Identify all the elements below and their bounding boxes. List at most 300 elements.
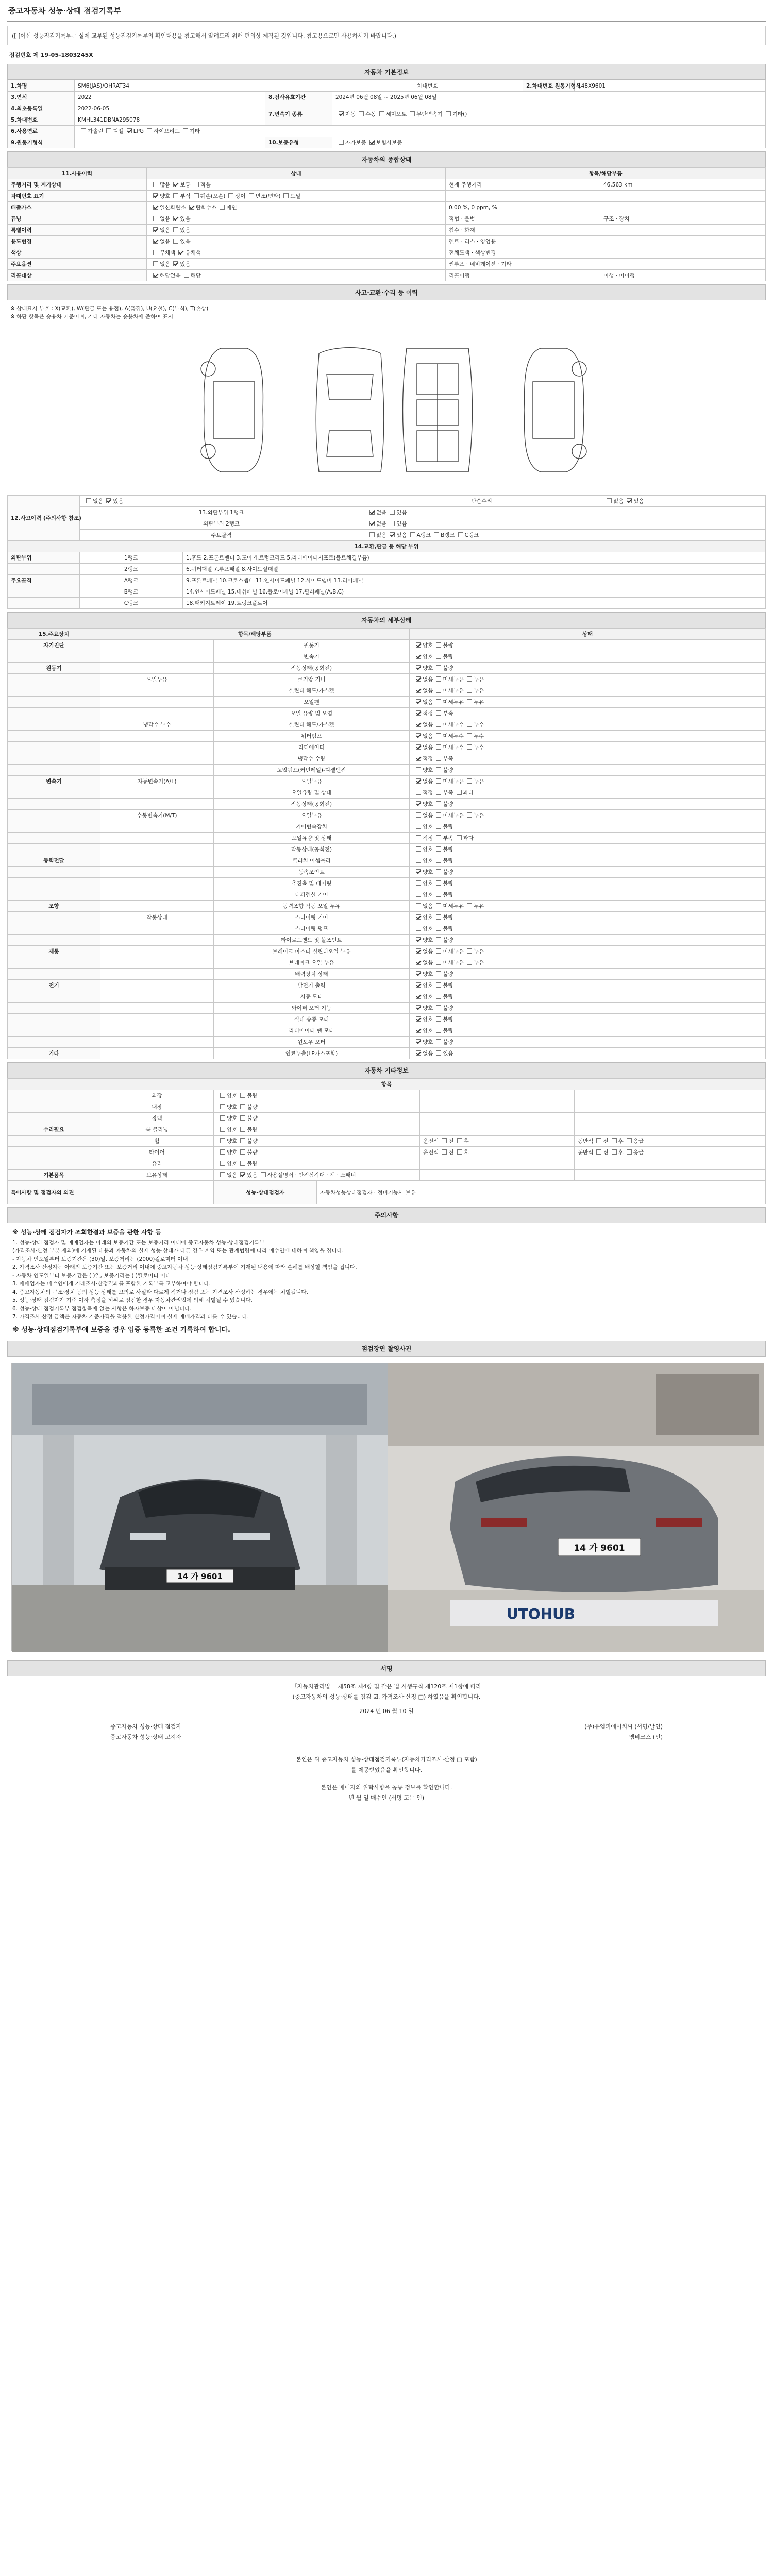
checkbox[interactable] bbox=[416, 756, 421, 761]
checkbox[interactable] bbox=[467, 960, 472, 965]
checkbox[interactable] bbox=[436, 812, 441, 818]
checkbox[interactable] bbox=[240, 1172, 245, 1177]
checkbox[interactable] bbox=[416, 676, 421, 682]
document-number bbox=[7, 45, 766, 61]
checkbox[interactable] bbox=[436, 642, 441, 648]
section-photos: 점검장면 촬영사진 bbox=[7, 1341, 766, 1357]
checkbox[interactable] bbox=[339, 140, 344, 145]
notice-line: - 자동차 인도일부터 보증기간은 ( )일, 보증거리는 ( )킬로미터 이내 bbox=[12, 1273, 171, 1279]
checkbox-label: 없음 bbox=[613, 498, 624, 504]
detail-group bbox=[8, 674, 100, 685]
checkbox[interactable] bbox=[153, 216, 158, 221]
row-options bbox=[147, 225, 446, 236]
checkbox[interactable] bbox=[436, 892, 441, 897]
checkbox[interactable] bbox=[436, 994, 441, 999]
notice-lines bbox=[12, 1239, 761, 1321]
sign-line: (중고자동차의 성능·상태를 점검 ☑, 가격조사·산정 □) 하였음을 확인합니다. bbox=[292, 1693, 481, 1700]
checkbox-label: 사용설명서 · 안전삼각대 · 잭 · 스패너 bbox=[267, 1172, 356, 1178]
extra-item: 룸 클리닝 bbox=[100, 1124, 214, 1136]
checkbox[interactable] bbox=[147, 128, 152, 133]
checkbox[interactable] bbox=[416, 790, 421, 795]
overall-row bbox=[8, 202, 766, 213]
checkbox[interactable] bbox=[189, 205, 194, 210]
checkbox[interactable] bbox=[369, 140, 375, 145]
sign-line: 「자동차관리법」 제58조 제4항 및 같은 법 시행규칙 제120조 제1항에 따라 bbox=[291, 1683, 482, 1690]
detail-item: 윈도우 모터 bbox=[214, 1037, 410, 1048]
checkbox-label: 양호 bbox=[423, 824, 433, 830]
extra-options bbox=[214, 1101, 420, 1113]
detail-options bbox=[410, 969, 766, 980]
checkbox[interactable] bbox=[627, 498, 632, 503]
checkbox[interactable] bbox=[416, 926, 421, 931]
checkbox[interactable] bbox=[627, 1138, 632, 1143]
checkbox-label: 자가보증 bbox=[345, 140, 366, 146]
checkbox[interactable] bbox=[220, 1172, 225, 1177]
checkbox[interactable] bbox=[240, 1104, 245, 1109]
checkbox[interactable] bbox=[436, 756, 441, 761]
extra-side-2 bbox=[575, 1113, 766, 1124]
checkbox[interactable] bbox=[416, 971, 421, 976]
checkbox[interactable] bbox=[436, 937, 441, 942]
label: 외판부위 2랭크 bbox=[80, 518, 363, 530]
detail-options bbox=[410, 708, 766, 719]
extra-row bbox=[8, 1090, 766, 1101]
checkbox-label: 보통 bbox=[180, 182, 191, 188]
checkbox[interactable] bbox=[436, 801, 441, 806]
detail-row bbox=[8, 651, 766, 663]
overall-table bbox=[7, 167, 766, 281]
parts-group bbox=[8, 586, 80, 598]
checkbox[interactable] bbox=[416, 846, 421, 852]
checkbox[interactable] bbox=[436, 914, 441, 920]
checkbox[interactable] bbox=[416, 688, 421, 693]
side-label: 동반석 bbox=[578, 1149, 594, 1156]
checkbox[interactable] bbox=[434, 532, 439, 537]
checkbox[interactable] bbox=[442, 1149, 447, 1155]
checkbox-label: 양호 bbox=[423, 914, 433, 921]
checkbox[interactable] bbox=[173, 182, 178, 187]
checkbox[interactable] bbox=[416, 903, 421, 908]
checkbox[interactable] bbox=[467, 722, 472, 727]
checkbox[interactable] bbox=[436, 926, 441, 931]
checkbox[interactable] bbox=[436, 1050, 441, 1056]
checkbox[interactable] bbox=[283, 193, 289, 198]
checkbox-label: 세미오토 bbox=[385, 111, 407, 117]
detail-item: 원동기 bbox=[214, 640, 410, 651]
detail-item: 작동상태(공회전) bbox=[214, 799, 410, 810]
checkbox-label: 후 bbox=[618, 1138, 624, 1144]
detail-group bbox=[8, 844, 100, 855]
checkbox[interactable] bbox=[86, 498, 91, 503]
checkbox-label: 미세누수 bbox=[443, 722, 464, 728]
detail-item: 실내 송풍 모터 bbox=[214, 1014, 410, 1025]
notice-block bbox=[7, 1223, 766, 1337]
checkbox-label: 불량 bbox=[443, 801, 453, 807]
checkbox[interactable] bbox=[416, 767, 421, 772]
checkbox[interactable] bbox=[436, 722, 441, 727]
checkbox[interactable] bbox=[607, 498, 612, 503]
detail-options bbox=[410, 765, 766, 776]
checkbox-label: 양호 bbox=[423, 869, 433, 875]
checkbox[interactable] bbox=[416, 722, 421, 727]
checkbox[interactable] bbox=[359, 111, 364, 116]
detail-subgroup bbox=[100, 685, 214, 697]
checkbox[interactable] bbox=[467, 733, 472, 738]
checkbox[interactable] bbox=[127, 128, 132, 133]
inspection-photo-rear bbox=[388, 1363, 764, 1651]
detail-row bbox=[8, 1014, 766, 1025]
checkbox[interactable] bbox=[220, 1104, 225, 1109]
checkbox[interactable] bbox=[442, 1138, 447, 1143]
checkbox[interactable] bbox=[390, 521, 395, 526]
checkbox[interactable] bbox=[436, 688, 441, 693]
checkbox[interactable] bbox=[416, 665, 421, 670]
checkbox[interactable] bbox=[436, 835, 441, 840]
detail-options bbox=[410, 957, 766, 969]
checkbox-label: 가솔린 bbox=[88, 128, 104, 134]
checkbox[interactable] bbox=[436, 699, 441, 704]
checkbox[interactable] bbox=[416, 960, 421, 965]
checkbox[interactable] bbox=[467, 778, 472, 784]
checkbox[interactable] bbox=[416, 733, 421, 738]
extra-options bbox=[214, 1113, 420, 1124]
extra-side-1 bbox=[420, 1170, 575, 1181]
checkbox[interactable] bbox=[153, 273, 158, 278]
checkbox-label: 누유 bbox=[473, 812, 484, 819]
notice-line: 3. 매매업자는 매수인에게 거래조사·산정결과를 포함한 기록부를 교부하여야 합니다. bbox=[12, 1281, 211, 1287]
checkbox[interactable] bbox=[467, 699, 472, 704]
extra-row bbox=[8, 1101, 766, 1113]
detail-item: 오일유량 및 상태 bbox=[214, 787, 410, 799]
checkbox[interactable] bbox=[240, 1093, 245, 1098]
checkbox[interactable] bbox=[436, 903, 441, 908]
checkbox[interactable] bbox=[153, 193, 158, 198]
checkbox[interactable] bbox=[379, 111, 384, 116]
checkbox-label: 불량 bbox=[247, 1138, 258, 1144]
checkbox-label: 후 bbox=[618, 1149, 624, 1156]
checkbox[interactable] bbox=[194, 182, 199, 187]
checkbox-label: 누유 bbox=[473, 699, 484, 705]
detail-item: 스티어링 펌프 bbox=[214, 923, 410, 935]
detail-options bbox=[410, 697, 766, 708]
detail-item: 배력장치 상태 bbox=[214, 969, 410, 980]
checkbox-label: 훼손(오손) bbox=[200, 193, 226, 199]
checkbox-label: 불량 bbox=[443, 1028, 453, 1034]
checkbox[interactable] bbox=[194, 193, 199, 198]
checkbox[interactable] bbox=[240, 1115, 245, 1121]
parts-row bbox=[8, 598, 766, 609]
checkbox[interactable] bbox=[173, 261, 178, 266]
detail-subgroup bbox=[100, 980, 214, 991]
detail-item: 냉각수 수량 bbox=[214, 753, 410, 765]
section-overall: 자동차의 종합상태 bbox=[7, 151, 766, 167]
checkbox[interactable] bbox=[416, 1028, 421, 1033]
checkbox[interactable] bbox=[153, 205, 158, 210]
checkbox[interactable] bbox=[446, 111, 451, 116]
checkbox[interactable] bbox=[416, 778, 421, 784]
checkbox[interactable] bbox=[416, 744, 421, 750]
detail-group: 원동기 bbox=[8, 663, 100, 674]
checkbox[interactable] bbox=[240, 1149, 245, 1155]
checkbox[interactable] bbox=[612, 1138, 617, 1143]
checkbox[interactable] bbox=[369, 532, 375, 537]
checkbox[interactable] bbox=[436, 1028, 441, 1033]
checkbox[interactable] bbox=[416, 710, 421, 716]
checkbox[interactable] bbox=[416, 880, 421, 886]
checkbox[interactable] bbox=[220, 205, 225, 210]
checkbox[interactable] bbox=[436, 767, 441, 772]
checkbox[interactable] bbox=[153, 250, 158, 255]
checkbox-label: 양호 bbox=[227, 1138, 238, 1144]
checkbox[interactable] bbox=[390, 510, 395, 515]
detail-group bbox=[8, 957, 100, 969]
checkbox[interactable] bbox=[467, 903, 472, 908]
checkbox[interactable] bbox=[416, 1005, 421, 1010]
detail-options bbox=[410, 1014, 766, 1025]
detail-options bbox=[410, 833, 766, 844]
checkbox[interactable] bbox=[153, 227, 158, 232]
checkbox[interactable] bbox=[240, 1161, 245, 1166]
detail-options bbox=[410, 1048, 766, 1059]
checkbox[interactable] bbox=[416, 948, 421, 954]
checkbox[interactable] bbox=[416, 699, 421, 704]
checkbox[interactable] bbox=[467, 948, 472, 954]
checkbox[interactable] bbox=[596, 1138, 601, 1143]
detail-item: 오일누유 bbox=[214, 776, 410, 787]
checkbox[interactable] bbox=[106, 498, 111, 503]
signature-block bbox=[7, 1676, 766, 1831]
checkbox[interactable] bbox=[416, 812, 421, 818]
checkbox[interactable] bbox=[153, 182, 158, 187]
notice-line: (가격조사·산정 부분 제외)에 기재된 내용과 자동차의 실제 성능·상태가 다른 경우 계약 또는 관계법령에 따라 매수인에 대하여 책임을 집니다. bbox=[12, 1248, 344, 1254]
checkbox[interactable] bbox=[436, 790, 441, 795]
checkbox[interactable] bbox=[178, 250, 183, 255]
detail-item: 실린더 헤드/가스켓 bbox=[214, 719, 410, 731]
checkbox[interactable] bbox=[436, 1005, 441, 1010]
checkbox[interactable] bbox=[436, 960, 441, 965]
row-detail-value bbox=[600, 225, 766, 236]
checkbox[interactable] bbox=[173, 216, 178, 221]
checkbox[interactable] bbox=[153, 239, 158, 244]
detail-group bbox=[8, 1003, 100, 1014]
extra-row bbox=[8, 1158, 766, 1170]
detail-group bbox=[8, 969, 100, 980]
checkbox[interactable] bbox=[467, 812, 472, 818]
checkbox[interactable] bbox=[220, 1161, 225, 1166]
checkbox[interactable] bbox=[369, 521, 375, 526]
checkbox[interactable] bbox=[457, 790, 462, 795]
checkbox[interactable] bbox=[416, 642, 421, 648]
overall-row bbox=[8, 225, 766, 236]
checkbox[interactable] bbox=[596, 1149, 601, 1155]
checkbox[interactable] bbox=[416, 858, 421, 863]
checkbox[interactable] bbox=[436, 824, 441, 829]
checkbox[interactable] bbox=[436, 676, 441, 682]
checkbox[interactable] bbox=[339, 111, 344, 116]
detail-group bbox=[8, 765, 100, 776]
checkbox[interactable] bbox=[436, 665, 441, 670]
checkbox[interactable] bbox=[467, 688, 472, 693]
checkbox[interactable] bbox=[436, 880, 441, 886]
checkbox[interactable] bbox=[416, 1050, 421, 1056]
checkbox[interactable] bbox=[436, 948, 441, 954]
checkbox-label: 불량 bbox=[443, 824, 453, 830]
checkbox[interactable] bbox=[81, 128, 86, 133]
row-detail-value bbox=[600, 247, 766, 259]
checkbox[interactable] bbox=[436, 846, 441, 852]
checkbox[interactable] bbox=[416, 835, 421, 840]
checkbox-label: 불량 bbox=[443, 642, 453, 649]
checkbox[interactable] bbox=[416, 892, 421, 897]
checkbox[interactable] bbox=[436, 982, 441, 988]
checkbox[interactable] bbox=[457, 835, 462, 840]
checkbox-label: 전 bbox=[603, 1138, 609, 1144]
detail-group bbox=[8, 708, 100, 719]
parts-row bbox=[8, 552, 766, 564]
detail-row bbox=[8, 833, 766, 844]
detail-row bbox=[8, 1048, 766, 1059]
checkbox[interactable] bbox=[220, 1149, 225, 1155]
checkbox[interactable] bbox=[369, 510, 375, 515]
row-detail: 렌트 · 리스 · 영업용 bbox=[446, 236, 600, 247]
checkbox[interactable] bbox=[416, 1016, 421, 1022]
detail-subgroup bbox=[100, 901, 214, 912]
checkbox[interactable] bbox=[416, 937, 421, 942]
checkbox[interactable] bbox=[416, 654, 421, 659]
checkbox[interactable] bbox=[416, 869, 421, 874]
checkbox[interactable] bbox=[249, 193, 254, 198]
side-label: 운전석 bbox=[423, 1138, 439, 1144]
checkbox[interactable] bbox=[467, 744, 472, 750]
parts-group bbox=[8, 598, 80, 609]
label: 1.차명 bbox=[8, 80, 75, 92]
notice-line: 4. 중고자동차의 구조·장치 등의 성능·상태를 고의로 사실과 다르게 적거나 점검 또는 가격조사·산정하는 경우에는 처벌됩니다. bbox=[12, 1289, 308, 1295]
checkbox[interactable] bbox=[220, 1115, 225, 1121]
checkbox-label: 부족 bbox=[443, 756, 453, 762]
checkbox[interactable] bbox=[183, 128, 188, 133]
detail-options bbox=[410, 821, 766, 833]
checkbox[interactable] bbox=[457, 1138, 462, 1143]
label: 12.사고이력 (주의사항 참조) bbox=[8, 496, 80, 541]
checkbox-label: 미세누유 bbox=[443, 676, 464, 683]
checkbox[interactable] bbox=[261, 1172, 266, 1177]
checkbox-label: 많음 bbox=[160, 182, 171, 188]
detail-options bbox=[410, 889, 766, 901]
checkbox[interactable] bbox=[390, 532, 395, 537]
checkbox[interactable] bbox=[436, 1016, 441, 1022]
detail-subgroup bbox=[100, 697, 214, 708]
extra-side-2 bbox=[575, 1101, 766, 1113]
checkbox-label: 불량 bbox=[443, 971, 453, 977]
checkbox[interactable] bbox=[457, 1149, 462, 1155]
checkbox[interactable] bbox=[416, 824, 421, 829]
checkbox[interactable] bbox=[436, 1039, 441, 1044]
detail-item: 클러치 어셈블리 bbox=[214, 855, 410, 867]
detail-row bbox=[8, 708, 766, 719]
checkbox-label: 있음 bbox=[180, 239, 191, 245]
checkbox[interactable] bbox=[220, 1127, 225, 1132]
checkbox-label: 미세누유 bbox=[443, 688, 464, 694]
checkbox[interactable] bbox=[173, 193, 178, 198]
checkbox-label: 기타 bbox=[189, 128, 200, 134]
label: 5.차대번호 bbox=[8, 114, 75, 126]
checkbox[interactable] bbox=[220, 1138, 225, 1143]
checkbox-label: 불량 bbox=[443, 1016, 453, 1023]
checkbox[interactable] bbox=[106, 128, 111, 133]
checkbox-label: 누유 bbox=[473, 688, 484, 694]
checkbox[interactable] bbox=[173, 239, 178, 244]
checkbox[interactable] bbox=[436, 744, 441, 750]
detail-group bbox=[8, 1037, 100, 1048]
checkbox[interactable] bbox=[220, 1093, 225, 1098]
checkbox-label: 있음 bbox=[443, 1050, 453, 1057]
checkbox[interactable] bbox=[416, 801, 421, 806]
checkbox[interactable] bbox=[612, 1149, 617, 1155]
checkbox[interactable] bbox=[436, 869, 441, 874]
checkbox[interactable] bbox=[436, 733, 441, 738]
checkbox[interactable] bbox=[436, 710, 441, 716]
checkbox-label: 불량 bbox=[443, 1039, 453, 1045]
extra-side-1 bbox=[420, 1136, 575, 1147]
detail-row bbox=[8, 935, 766, 946]
checkbox[interactable] bbox=[184, 273, 189, 278]
checkbox[interactable] bbox=[228, 193, 233, 198]
checkbox[interactable] bbox=[416, 982, 421, 988]
detail-item: 작동상태(공회전) bbox=[214, 844, 410, 855]
checkbox[interactable] bbox=[410, 111, 415, 116]
header: 상태 bbox=[147, 168, 446, 179]
extra-options bbox=[214, 1090, 420, 1101]
checkbox-label: 없음 bbox=[160, 216, 171, 222]
checkbox-label: 적음 bbox=[200, 182, 211, 188]
checkbox-label: 없음 bbox=[160, 239, 171, 245]
detail-row bbox=[8, 889, 766, 901]
checkbox[interactable] bbox=[436, 971, 441, 976]
checkbox[interactable] bbox=[458, 532, 463, 537]
checkbox[interactable] bbox=[436, 654, 441, 659]
checkbox[interactable] bbox=[416, 1039, 421, 1044]
detail-row bbox=[8, 731, 766, 742]
checkbox[interactable] bbox=[416, 994, 421, 999]
row-options bbox=[147, 259, 446, 270]
checkbox-label: 없음 bbox=[423, 744, 433, 751]
detail-item: 로커암 커버 bbox=[214, 674, 410, 685]
checkbox[interactable] bbox=[627, 1149, 632, 1155]
checkbox[interactable] bbox=[240, 1138, 245, 1143]
detail-group bbox=[8, 651, 100, 663]
checkbox[interactable] bbox=[436, 778, 441, 784]
checkbox[interactable] bbox=[173, 227, 178, 232]
detail-subgroup: 작동상태 bbox=[100, 912, 214, 923]
extra-item: 외장 bbox=[100, 1090, 214, 1101]
transmission-options bbox=[332, 103, 766, 126]
detail-group: 기타 bbox=[8, 1048, 100, 1059]
checkbox[interactable] bbox=[467, 676, 472, 682]
checkbox-label: 미세누유 bbox=[443, 812, 464, 819]
checkbox[interactable] bbox=[153, 261, 158, 266]
checkbox-label: 양호 bbox=[227, 1104, 238, 1110]
detail-row bbox=[8, 776, 766, 787]
checkbox-label: 양호 bbox=[423, 801, 433, 807]
detail-group bbox=[8, 878, 100, 889]
checkbox[interactable] bbox=[436, 858, 441, 863]
extra-item: 타이어 bbox=[100, 1147, 214, 1158]
checkbox[interactable] bbox=[410, 532, 415, 537]
checkbox[interactable] bbox=[416, 914, 421, 920]
row-detail: 리콜이행 bbox=[446, 270, 600, 281]
checkbox-label: 보험사보증 bbox=[376, 140, 402, 146]
checkbox[interactable] bbox=[240, 1127, 245, 1132]
